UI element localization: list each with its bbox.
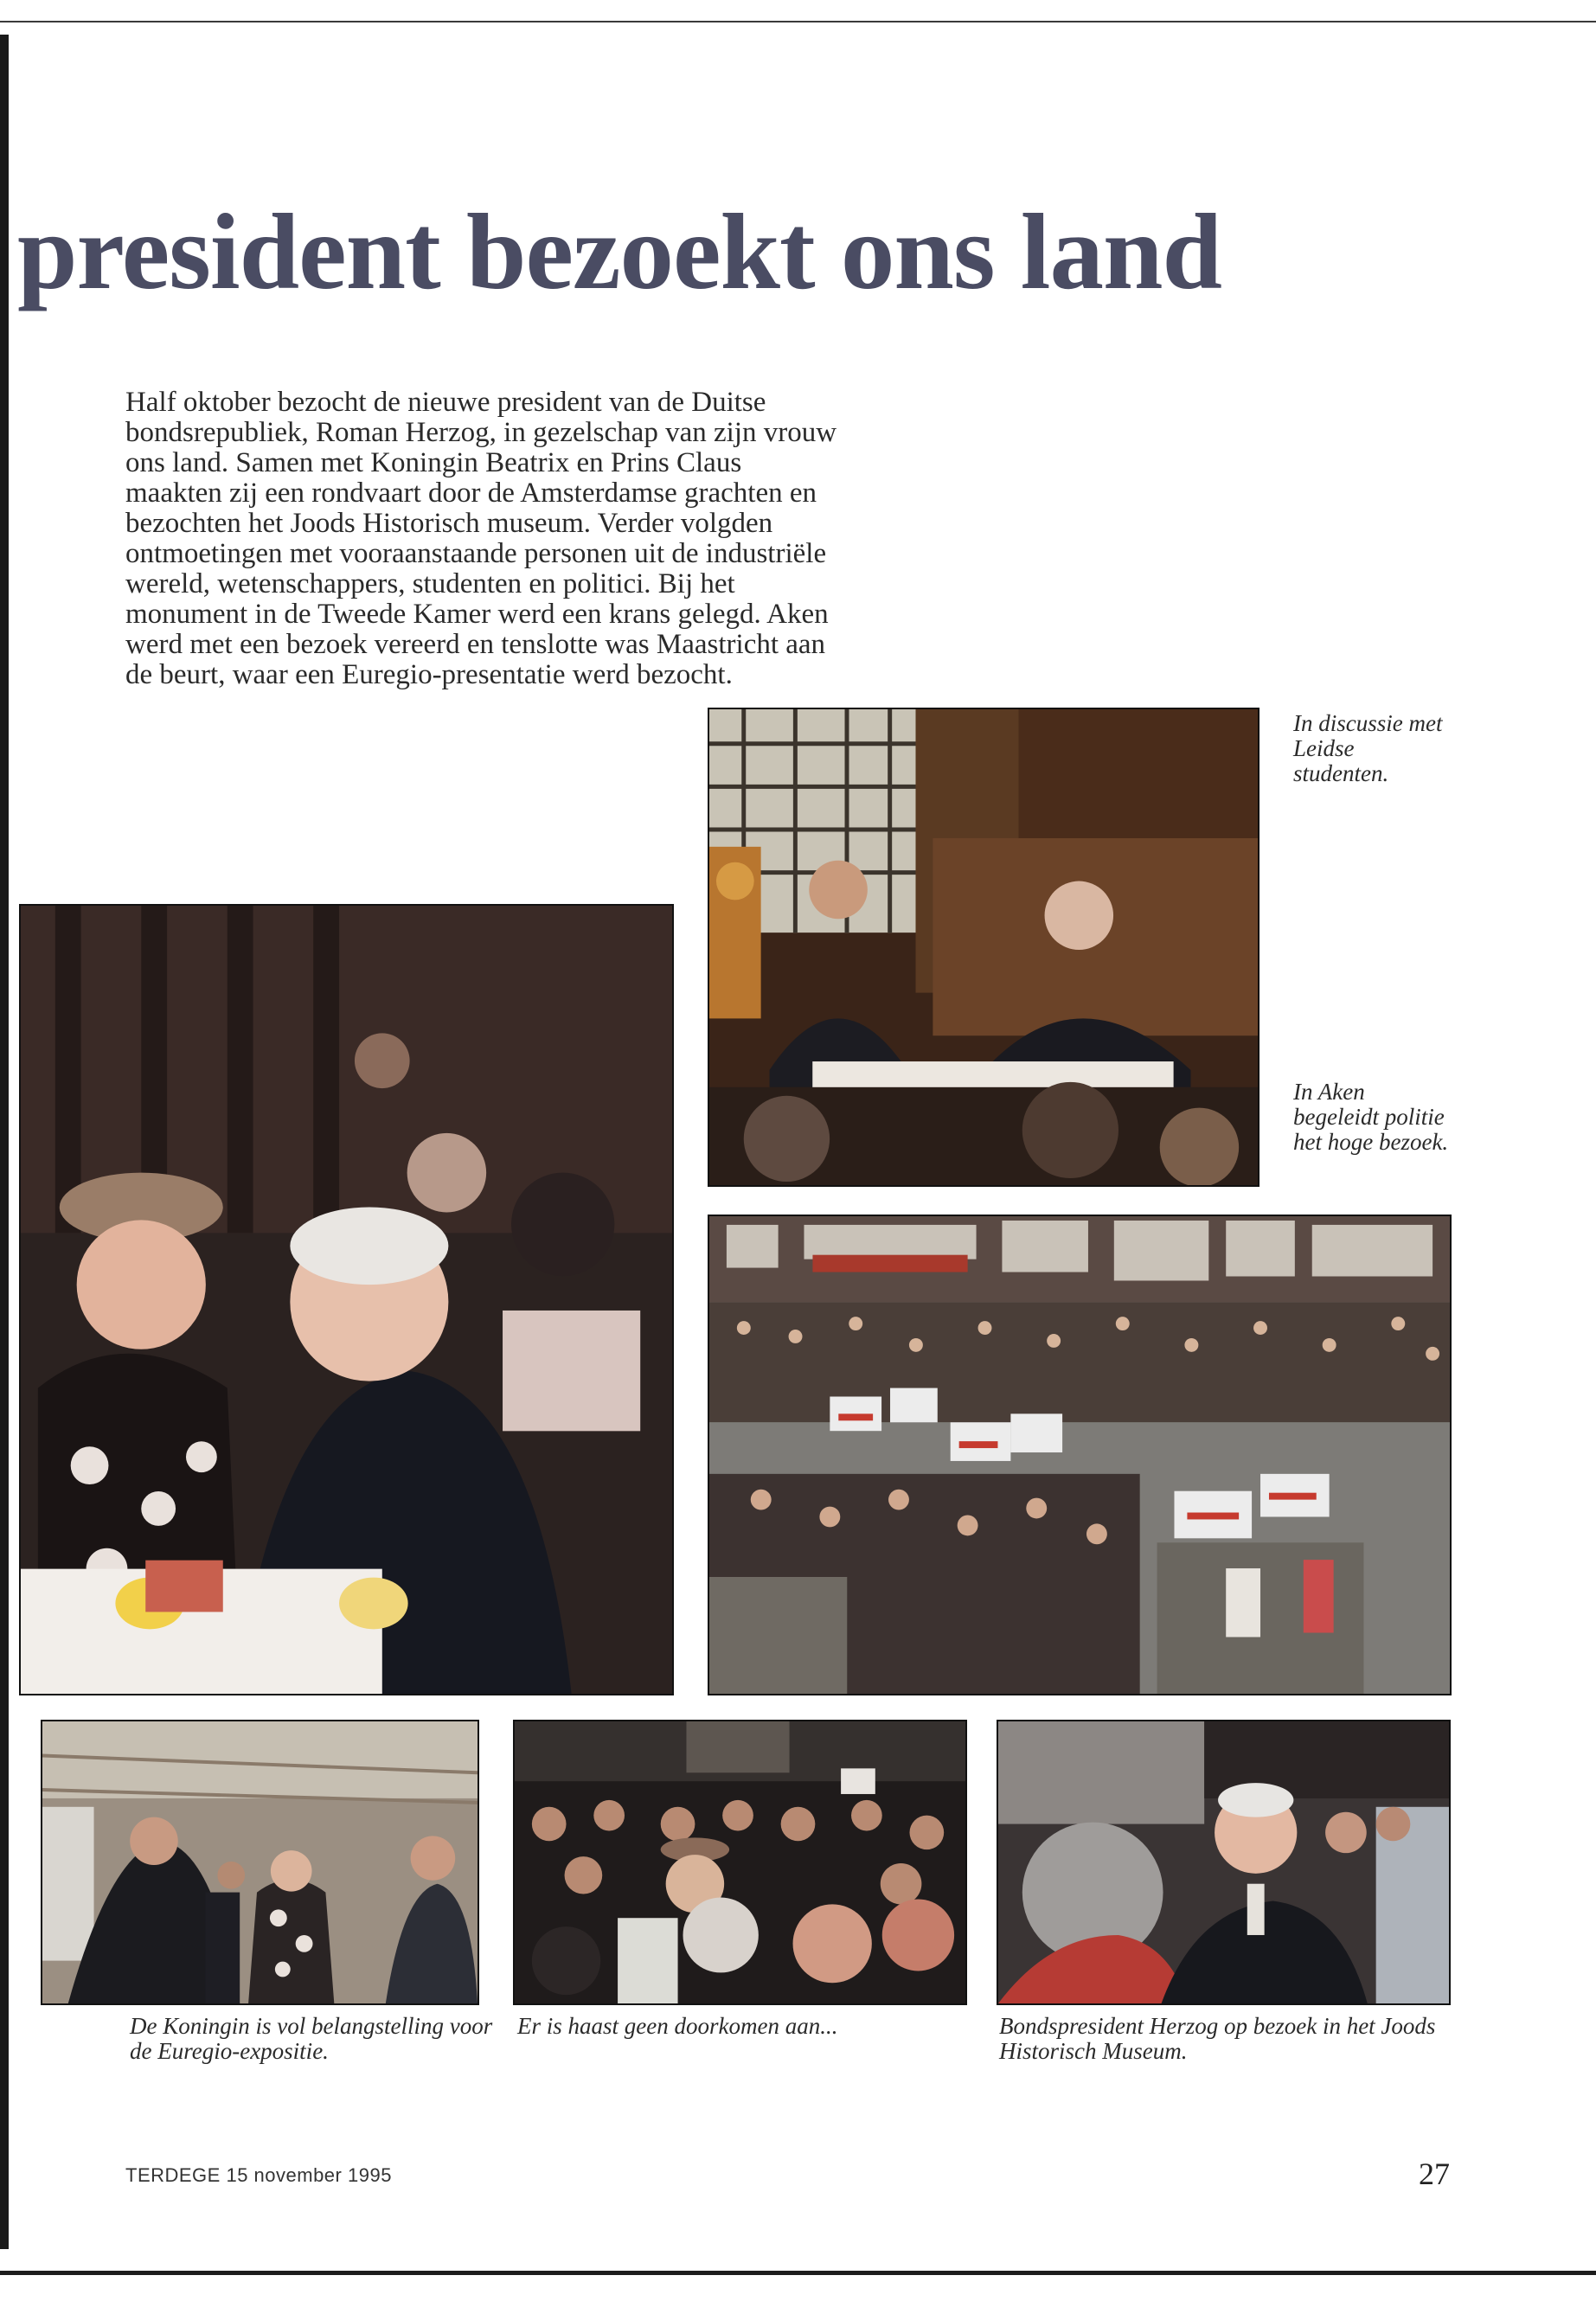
caption-crowd: Er is haast geen doorkomen aan... — [517, 2013, 838, 2039]
photo-students-discussion — [708, 708, 1259, 1187]
left-binding-edge — [0, 35, 9, 2249]
bottom-rule — [0, 2271, 1596, 2275]
photo-aken-police — [708, 1215, 1452, 1695]
page-number: 27 — [1419, 2157, 1450, 2191]
caption-police: In Aken begeleidt politie het hoge bezoek. — [1293, 1079, 1449, 1155]
caption-students: In discussie met Leidse studenten. — [1293, 710, 1443, 786]
photo-euregio-expositie — [41, 1720, 479, 2005]
top-rule — [0, 21, 1596, 22]
caption-koningin: De Koningin is vol belangstelling voor de Euregio-expositie. — [130, 2013, 493, 2064]
article-intro: Half oktober bezocht de nieuwe president van de Duitse bondsrepubliek, Roman Herzog, in gezelschap van zijn vrouw ons land. Samen met Koningin Beatrix en Prins Claus maakten zij een rondvaart door de Amsterdamse grachten en bezochten het Joods Historisch museum. Verder volgden ontmoetingen met vooraanstaande personen uit de industriële wereld, wetenschappers, studenten en politici. Bij het monument in de Tweede Kamer werd een krans gelegd. Aken werd met een bezoek vereerd en tenslotte was Maastricht aan de beurt, waar een Euregio-presentatie werd bezocht. — [125, 387, 837, 690]
photo-joods-museum — [997, 1720, 1451, 2005]
article-title: president bezoekt ons land — [17, 193, 1222, 312]
photo-crowd — [513, 1720, 967, 2005]
caption-museum: Bondspresident Herzog op bezoek in het Joods Historisch Museum. — [999, 2013, 1436, 2064]
footer-publication: TERDEGE 15 november 1995 — [125, 2164, 392, 2186]
photo-koningin-dinner — [19, 904, 674, 1695]
